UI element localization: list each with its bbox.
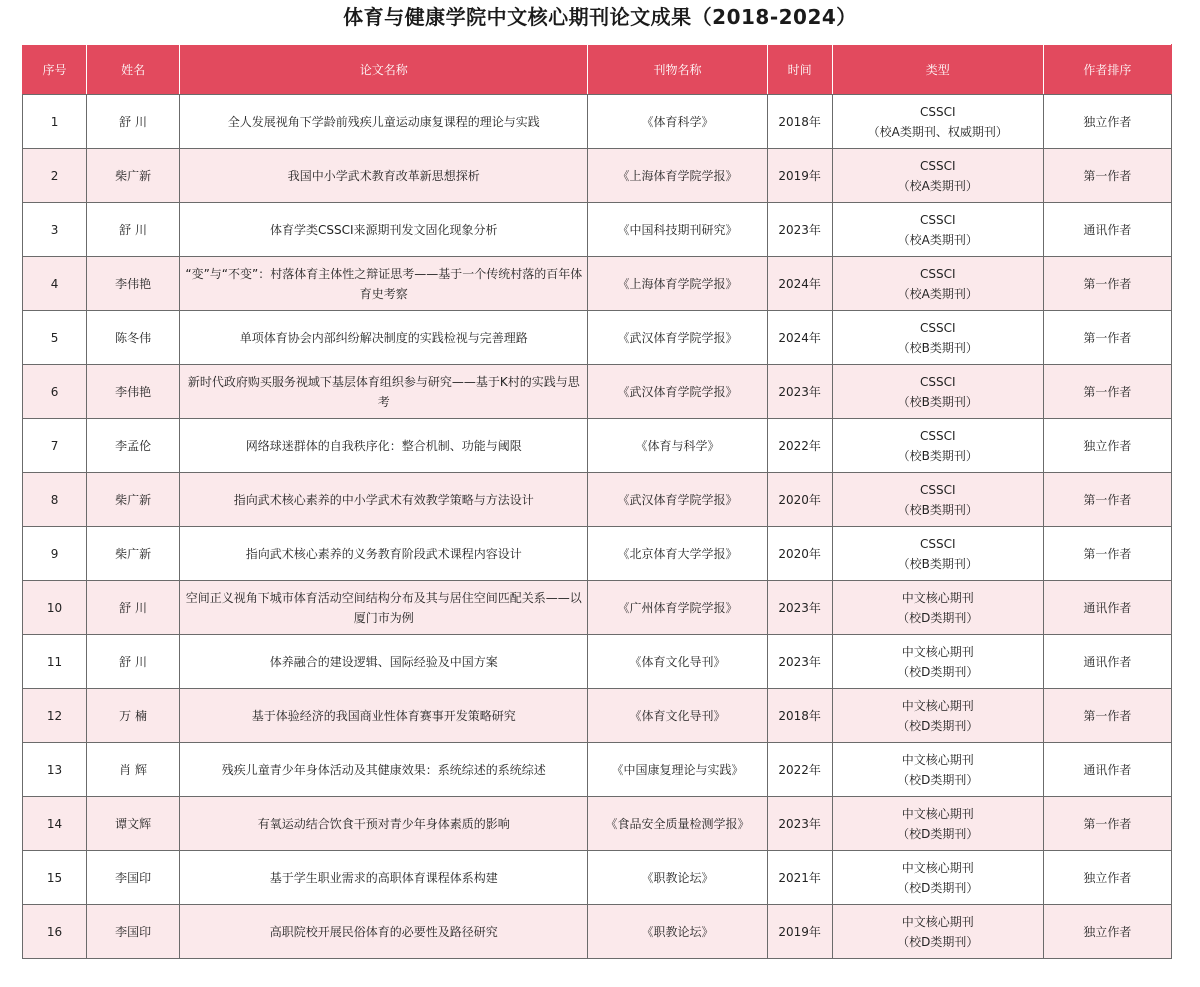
table-row (23, 689, 1172, 743)
cell-author-rank: 通讯作者 (1043, 203, 1171, 257)
type-level: （校D类期刊） (897, 934, 979, 949)
cell-type (832, 905, 1043, 959)
cell-index: 9 (23, 527, 87, 581)
table-body (23, 95, 1172, 959)
cell-type (832, 203, 1043, 257)
cell-time: 2023年 (767, 797, 832, 851)
cell-author-name: 陈冬伟 (87, 311, 180, 365)
cell-author-name: 舒 川 (87, 581, 180, 635)
type-level: （校D类期刊） (897, 772, 979, 787)
header-time: 时间 (767, 45, 832, 95)
type-level: （校D类期刊） (897, 718, 979, 733)
cell-type (832, 149, 1043, 203)
cell-time: 2019年 (767, 905, 832, 959)
cell-time: 2019年 (767, 149, 832, 203)
cell-journal: 《体育文化导刊》 (588, 635, 767, 689)
cell-author-name: 舒 川 (87, 203, 180, 257)
cell-index: 6 (23, 365, 87, 419)
cell-paper-title: 基于体验经济的我国商业性体育赛事开发策略研究 (180, 689, 588, 743)
cell-author-rank: 第一作者 (1043, 257, 1171, 311)
type-category: CSSCI (919, 266, 956, 281)
type-level: （校A类期刊） (897, 286, 978, 301)
cell-journal: 《武汉体育学院学报》 (588, 311, 767, 365)
cell-index: 13 (23, 743, 87, 797)
cell-type (832, 797, 1043, 851)
cell-paper-title: 体育学类CSSCI来源期刊发文固化现象分析 (180, 203, 588, 257)
cell-journal: 《武汉体育学院学报》 (588, 473, 767, 527)
cell-time: 2023年 (767, 581, 832, 635)
cell-type (832, 851, 1043, 905)
type-category: 中文核心期刊 (901, 914, 974, 929)
table-row (23, 365, 1172, 419)
cell-author-rank: 第一作者 (1043, 689, 1171, 743)
cell-author-rank: 独立作者 (1043, 851, 1171, 905)
table-row (23, 203, 1172, 257)
cell-type (832, 581, 1043, 635)
cell-paper-title: 残疾儿童青少年身体活动及其健康效果：系统综述的系统综述 (180, 743, 588, 797)
type-level: （校D类期刊） (897, 610, 979, 625)
cell-type (832, 743, 1043, 797)
type-category: CSSCI (919, 536, 956, 551)
table-header (23, 45, 1172, 95)
cell-type (832, 257, 1043, 311)
cell-paper-title: 我国中小学武术教育改革新思想探析 (180, 149, 588, 203)
cell-type (832, 473, 1043, 527)
header-index: 序号 (23, 45, 87, 95)
cell-time: 2023年 (767, 203, 832, 257)
type-category: 中文核心期刊 (901, 644, 974, 659)
cell-author-name: 李孟伦 (87, 419, 180, 473)
table-row (23, 851, 1172, 905)
cell-type (832, 95, 1043, 149)
cell-time: 2021年 (767, 851, 832, 905)
cell-journal: 《中国康复理论与实践》 (588, 743, 767, 797)
cell-author-name: 柴广新 (87, 149, 180, 203)
cell-index: 3 (23, 203, 87, 257)
table-row (23, 311, 1172, 365)
type-category: 中文核心期刊 (901, 860, 974, 875)
papers-table (22, 44, 1172, 959)
cell-author-rank: 第一作者 (1043, 365, 1171, 419)
table-row (23, 527, 1172, 581)
table-row (23, 257, 1172, 311)
cell-index: 4 (23, 257, 87, 311)
cell-author-name: 万 楠 (87, 689, 180, 743)
cell-journal: 《体育与科学》 (588, 419, 767, 473)
cell-paper-title: 指向武术核心素养的中小学武术有效教学策略与方法设计 (180, 473, 588, 527)
cell-time: 2018年 (767, 95, 832, 149)
table-row (23, 635, 1172, 689)
cell-author-rank: 第一作者 (1043, 473, 1171, 527)
type-level: （校A类期刊、权威期刊） (867, 124, 1008, 139)
cell-paper-title: 单项体育协会内部纠纷解决制度的实践检视与完善理路 (180, 311, 588, 365)
cell-paper-title: 体养融合的建设逻辑、国际经验及中国方案 (180, 635, 588, 689)
cell-paper-title: 基于学生职业需求的高职体育课程体系构建 (180, 851, 588, 905)
type-level: （校D类期刊） (897, 880, 979, 895)
cell-author-rank: 通讯作者 (1043, 635, 1171, 689)
type-category: CSSCI (919, 428, 956, 443)
cell-paper-title: “变”与“不变”：村落体育主体性之辩证思考——基于一个传统村落的百年体育史考察 (180, 257, 588, 311)
cell-paper-title: 新时代政府购买服务视域下基层体育组织参与研究——基于K村的实践与思考 (180, 365, 588, 419)
cell-journal: 《中国科技期刊研究》 (588, 203, 767, 257)
header-name: 姓名 (87, 45, 180, 95)
table-row (23, 95, 1172, 149)
cell-author-rank: 通讯作者 (1043, 581, 1171, 635)
cell-index: 7 (23, 419, 87, 473)
cell-type (832, 419, 1043, 473)
cell-time: 2018年 (767, 689, 832, 743)
cell-time: 2022年 (767, 743, 832, 797)
header-rank: 作者排序 (1043, 45, 1171, 95)
cell-journal: 《职教论坛》 (588, 905, 767, 959)
cell-journal: 《食品安全质量检测学报》 (588, 797, 767, 851)
cell-author-name: 肖 辉 (87, 743, 180, 797)
cell-journal: 《北京体育大学学报》 (588, 527, 767, 581)
type-level: （校B类期刊） (897, 394, 978, 409)
header-type: 类型 (832, 45, 1043, 95)
cell-journal: 《体育文化导刊》 (588, 689, 767, 743)
cell-author-name: 李伟艳 (87, 257, 180, 311)
type-category: CSSCI (919, 104, 956, 119)
cell-time: 2023年 (767, 635, 832, 689)
type-level: （校A类期刊） (897, 232, 978, 247)
cell-time: 2020年 (767, 473, 832, 527)
cell-type (832, 527, 1043, 581)
type-category: CSSCI (919, 374, 956, 389)
cell-index: 11 (23, 635, 87, 689)
cell-paper-title: 空间正义视角下城市体育活动空间结构分布及其与居住空间匹配关系——以厦门市为例 (180, 581, 588, 635)
type-category: 中文核心期刊 (901, 752, 974, 767)
cell-type (832, 689, 1043, 743)
cell-index: 1 (23, 95, 87, 149)
cell-journal: 《上海体育学院学报》 (588, 257, 767, 311)
cell-journal: 《职教论坛》 (588, 851, 767, 905)
page-title: 体育与健康学院中文核心期刊论文成果（2018-2024） (343, 5, 857, 29)
cell-time: 2023年 (767, 365, 832, 419)
cell-time: 2020年 (767, 527, 832, 581)
cell-journal: 《广州体育学院学报》 (588, 581, 767, 635)
cell-paper-title: 全人发展视角下学龄前残疾儿童运动康复课程的理论与实践 (180, 95, 588, 149)
cell-author-rank: 独立作者 (1043, 419, 1171, 473)
cell-time: 2022年 (767, 419, 832, 473)
cell-paper-title: 有氧运动结合饮食干预对青少年身体素质的影响 (180, 797, 588, 851)
cell-author-rank: 通讯作者 (1043, 743, 1171, 797)
type-category: 中文核心期刊 (901, 806, 974, 821)
cell-type (832, 365, 1043, 419)
table-row (23, 743, 1172, 797)
cell-type (832, 635, 1043, 689)
table-row (23, 149, 1172, 203)
cell-author-name: 李伟艳 (87, 365, 180, 419)
cell-index: 15 (23, 851, 87, 905)
cell-index: 16 (23, 905, 87, 959)
type-level: （校B类期刊） (897, 556, 978, 571)
cell-author-name: 舒 川 (87, 635, 180, 689)
type-level: （校B类期刊） (897, 340, 978, 355)
cell-paper-title: 高职院校开展民俗体育的必要性及路径研究 (180, 905, 588, 959)
cell-author-name: 柴广新 (87, 473, 180, 527)
type-level: （校B类期刊） (897, 448, 978, 463)
cell-author-name: 李国印 (87, 905, 180, 959)
table-row (23, 581, 1172, 635)
header-paper: 论文名称 (180, 45, 588, 95)
type-category: 中文核心期刊 (901, 698, 974, 713)
cell-type (832, 311, 1043, 365)
cell-journal: 《体育科学》 (588, 95, 767, 149)
type-level: （校D类期刊） (897, 826, 979, 841)
type-level: （校A类期刊） (897, 178, 978, 193)
cell-author-rank: 第一作者 (1043, 311, 1171, 365)
type-category: CSSCI (919, 158, 956, 173)
cell-author-rank: 独立作者 (1043, 95, 1171, 149)
cell-author-rank: 第一作者 (1043, 149, 1171, 203)
cell-author-name: 谭文辉 (87, 797, 180, 851)
header-row (23, 45, 1172, 95)
cell-journal: 《武汉体育学院学报》 (588, 365, 767, 419)
cell-author-rank: 独立作者 (1043, 905, 1171, 959)
cell-time: 2024年 (767, 311, 832, 365)
cell-time: 2024年 (767, 257, 832, 311)
cell-author-name: 柴广新 (87, 527, 180, 581)
cell-paper-title: 网络球迷群体的自我秩序化：整合机制、功能与阈限 (180, 419, 588, 473)
table-row (23, 419, 1172, 473)
cell-index: 12 (23, 689, 87, 743)
cell-index: 2 (23, 149, 87, 203)
table-row (23, 473, 1172, 527)
cell-author-rank: 第一作者 (1043, 797, 1171, 851)
cell-index: 8 (23, 473, 87, 527)
type-category: CSSCI (919, 482, 956, 497)
table-row (23, 797, 1172, 851)
table-row (23, 905, 1172, 959)
cell-index: 14 (23, 797, 87, 851)
type-category: CSSCI (919, 212, 956, 227)
cell-journal: 《上海体育学院学报》 (588, 149, 767, 203)
cell-paper-title: 指向武术核心素养的义务教育阶段武术课程内容设计 (180, 527, 588, 581)
header-journal: 刊物名称 (588, 45, 767, 95)
type-category: 中文核心期刊 (901, 590, 974, 605)
type-level: （校D类期刊） (897, 664, 979, 679)
cell-index: 10 (23, 581, 87, 635)
cell-author-name: 李国印 (87, 851, 180, 905)
cell-index: 5 (23, 311, 87, 365)
type-level: （校B类期刊） (897, 502, 978, 517)
type-category: CSSCI (919, 320, 956, 335)
cell-author-rank: 第一作者 (1043, 527, 1171, 581)
cell-author-name: 舒 川 (87, 95, 180, 149)
